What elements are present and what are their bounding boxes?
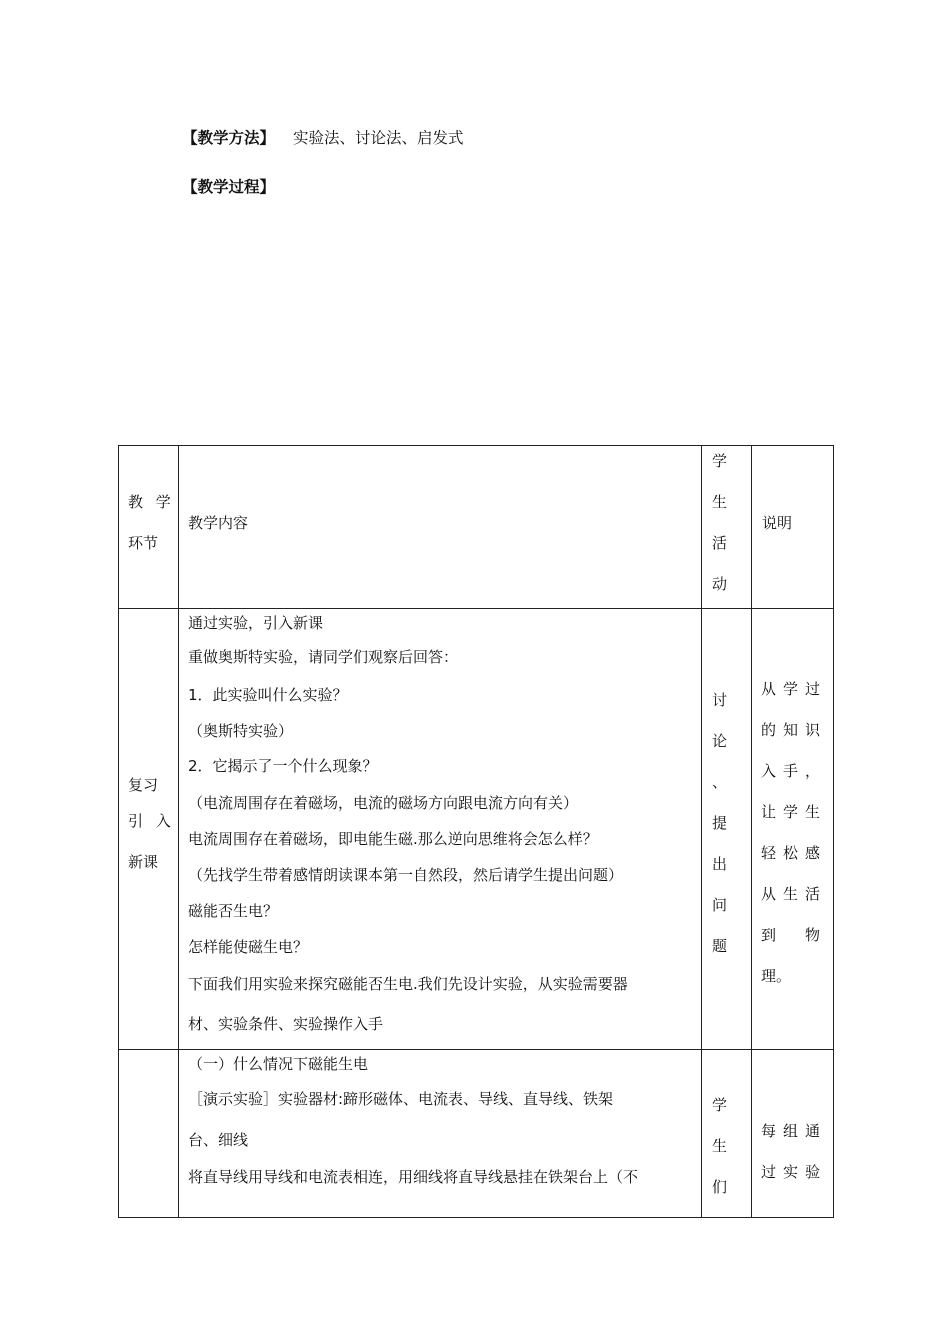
table-header-row — [119, 446, 834, 609]
content-line: 台、细线 — [188, 1131, 249, 1149]
activity-char: 学 — [712, 1096, 728, 1114]
content-cell — [179, 609, 702, 1050]
notes-cell — [752, 609, 834, 1050]
content-line: 将直导线用导线和电流表相连，用细线将直导线悬挂在铁架台上（不 — [188, 1168, 639, 1186]
activity-char: 问 — [712, 896, 728, 914]
content-line: 2．它揭示了一个什么现象？ — [188, 757, 378, 775]
teaching-process-label: 【教学过程】 — [182, 178, 276, 196]
stage-line: 引 入 — [128, 812, 175, 830]
notes-line: 让学生 — [761, 803, 828, 821]
stage-line: 复习 — [128, 776, 159, 794]
header-activity-char: 动 — [712, 575, 728, 593]
content-line: 怎样能使磁生电？ — [188, 938, 309, 956]
header-content-label: 教学内容 — [188, 514, 249, 532]
notes-line: 理。 — [761, 967, 792, 985]
teaching-method-value: 实验法、讨论法、启发式 — [293, 129, 464, 147]
header-activity-char: 生 — [712, 493, 728, 511]
content-line: 磁能否生电？ — [188, 902, 279, 920]
activity-char: 、 — [712, 773, 728, 791]
activity-char: 提 — [712, 814, 728, 832]
content-line: 1．此实验叫什么实验？ — [188, 686, 348, 704]
content-line: 材、实验条件、实验操作入手 — [188, 1015, 384, 1033]
header-notes-cell — [752, 446, 834, 609]
teaching-process-heading — [182, 177, 275, 197]
lesson-table — [118, 445, 834, 1218]
activity-cell — [702, 1050, 752, 1218]
activity-char: 讨 — [712, 691, 728, 709]
notes-line: 的知识 — [761, 721, 828, 739]
content-cell — [179, 1050, 702, 1218]
stage-line: 新课 — [128, 853, 159, 871]
notes-line: 从生活 — [761, 885, 828, 903]
activity-char: 题 — [712, 937, 728, 955]
content-line: 下面我们用实验来探究磁能否生电.我们先设计实验，从实验需要器 — [188, 975, 628, 993]
content-line: （一）什么情况下磁能生电 — [188, 1055, 369, 1073]
header-stage-line: 环节 — [128, 534, 159, 552]
notes-cell — [752, 1050, 834, 1218]
content-line: ［演示实验］实验器材:蹄形磁体、电流表、导线、直导线、铁架 — [188, 1090, 614, 1108]
stage-cell — [119, 1050, 179, 1218]
teaching-method-heading — [182, 128, 464, 148]
notes-line: 到 物 — [761, 926, 828, 944]
header-stage-cell — [119, 446, 179, 609]
notes-line: 入手， — [761, 762, 828, 780]
header-activity-char: 活 — [712, 534, 728, 552]
header-activity-char: 学 — [712, 452, 728, 470]
content-line: 通过实验，引入新课 — [188, 614, 324, 632]
table-row — [119, 609, 834, 1050]
activity-char: 们 — [712, 1178, 728, 1196]
activity-char: 生 — [712, 1137, 728, 1155]
content-line: （先找学生带着感情朗读课本第一自然段，然后请学生提出问题） — [188, 866, 624, 884]
header-stage-line: 教 学 — [128, 493, 175, 511]
content-line: 重做奥斯特实验，请同学们观察后回答： — [188, 648, 459, 666]
notes-line: 从学过 — [761, 680, 828, 698]
content-line: （电流周围存在着磁场，电流的磁场方向跟电流方向有关） — [188, 794, 579, 812]
notes-line: 过实验 — [761, 1163, 828, 1181]
notes-line: 每组通 — [761, 1122, 828, 1140]
teaching-method-label: 【教学方法】 — [182, 129, 276, 147]
content-line: （奥斯特实验） — [188, 722, 294, 740]
activity-cell — [702, 609, 752, 1050]
header-content-cell — [179, 446, 702, 609]
activity-char: 论 — [712, 732, 728, 750]
notes-line: 轻松感 — [761, 844, 828, 862]
stage-cell — [119, 609, 179, 1050]
activity-char: 出 — [712, 855, 728, 873]
header-activity-cell — [702, 446, 752, 609]
content-line: 电流周围存在着磁场，即电能生磁.那么逆向思维将会怎么样？ — [188, 830, 598, 848]
table-row — [119, 1050, 834, 1218]
header-notes-label: 说明 — [762, 514, 793, 532]
